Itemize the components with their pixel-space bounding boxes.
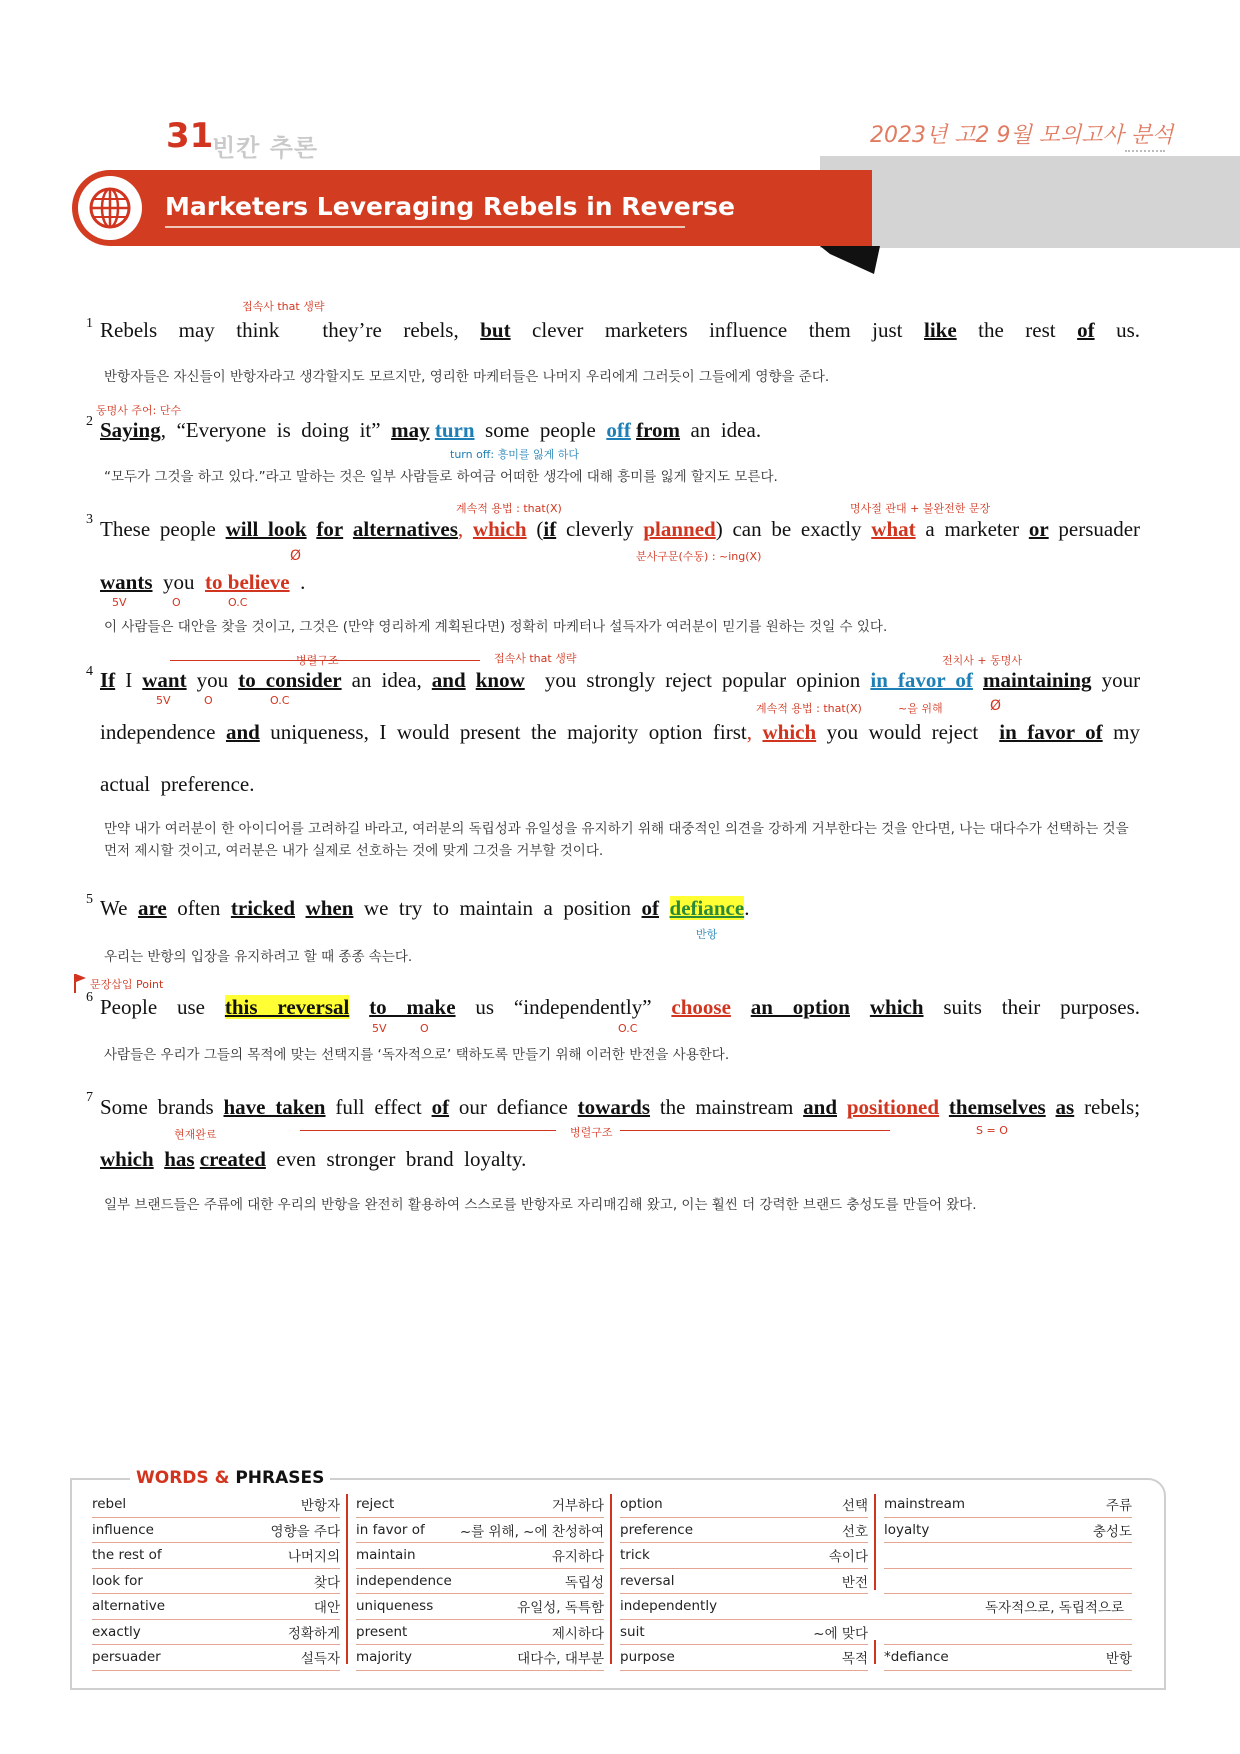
word-row: rebel 반항자 bbox=[92, 1492, 340, 1518]
words-column bbox=[884, 1492, 1132, 1671]
word-row bbox=[884, 1543, 1132, 1569]
bracket-line bbox=[620, 1130, 890, 1131]
sentence-number: 1 bbox=[86, 316, 93, 331]
annotation: 5V bbox=[372, 1022, 387, 1035]
sentence-2: Saying, “Everyone is doing it” may turn some people off from an idea. bbox=[100, 418, 762, 442]
translation-7: 일부 브랜드들은 주류에 대한 우리의 반항을 완전히 활용하여 스스로를 반항자로 자리매김해 왔고, 이는 훨씬 더 강력한 브랜드 충성도를 만들어 왔다. bbox=[104, 1197, 977, 1213]
word-row: influence 영향을 주다 bbox=[92, 1518, 340, 1544]
word-row: preference 선호 bbox=[620, 1518, 868, 1544]
word-row: reject 거부하다 bbox=[356, 1492, 604, 1518]
annotation: 명사절 관대 + 불완전한 문장 bbox=[850, 502, 991, 515]
word-row: loyalty 충성도 bbox=[884, 1518, 1132, 1544]
sentence-number: 7 bbox=[86, 1090, 93, 1105]
annotation: ~을 위해 bbox=[898, 702, 943, 715]
word-row: look for 찾다 bbox=[92, 1569, 340, 1595]
header-gray-band bbox=[820, 156, 1240, 248]
word-row: in favor of ~를 위해, ~에 찬성하여 bbox=[356, 1518, 604, 1544]
word-row: mainstream 주류 bbox=[884, 1492, 1132, 1518]
word-row bbox=[884, 1620, 1132, 1646]
column-separator bbox=[874, 1494, 876, 1590]
annotation: S = O bbox=[976, 1124, 1008, 1137]
annotation: 5V bbox=[112, 596, 127, 609]
sentence-3: These people will look for alternatives, which (if cleverly planned) can be exactly what a marketer or persuader bbox=[100, 517, 1141, 541]
annotation: Ø bbox=[290, 548, 302, 564]
annotation: 계속적 용법 : that(X) bbox=[756, 702, 862, 715]
title-underline bbox=[165, 226, 685, 228]
passage-title: Marketers Leveraging Rebels in Reverse bbox=[165, 192, 735, 221]
annotation: 5V bbox=[156, 694, 171, 707]
sentence-4: If I want you to consider an idea, and know you strongly reject popular opinion in favor of maintaining your bbox=[100, 668, 1141, 692]
exam-dots bbox=[1125, 150, 1165, 152]
annotation: O bbox=[204, 694, 213, 707]
sentence-6: People use this reversal to make us “independently” choose an option which suits their purposes. bbox=[100, 995, 1141, 1019]
column-separator bbox=[874, 1640, 876, 1664]
annotation: O.C bbox=[618, 1022, 638, 1035]
translation-2: “모두가 그것을 하고 있다.”라고 말하는 것은 일부 사람들로 하여금 어떠한 생각에 대해 흥미를 잃게 할지도 모른다. bbox=[104, 469, 778, 485]
annotation: 계속적 용법 : that(X) bbox=[456, 502, 562, 515]
sentence-number: 2 bbox=[86, 414, 93, 429]
annotation: 전치사 + 동명사 bbox=[942, 654, 1022, 667]
annotation: 문장삽입 Point bbox=[90, 978, 164, 991]
question-number: 31 bbox=[166, 116, 214, 156]
translation-6: 사람들은 우리가 그들의 목적에 맞는 선택지를 ‘독자적으로’ 택하도록 만들기 위해 이러한 반전을 사용한다. bbox=[104, 1047, 730, 1063]
annotation: O.C bbox=[270, 694, 290, 707]
words-column bbox=[356, 1492, 604, 1671]
word-row: persuader 설득자 bbox=[92, 1645, 340, 1671]
word-row: reversal 반전 bbox=[620, 1569, 868, 1595]
sentence-1: Rebels may think they’re rebels, but clever marketers influence them just like the rest of us. bbox=[100, 318, 1140, 342]
translation-3: 이 사람들은 대안을 찾을 것이고, 그것은 (만약 영리하게 계획된다면) 정확히 마케터나 설득자가 여러분이 믿기를 원하는 것일 수 있다. bbox=[104, 619, 888, 635]
sentence-4-cont: independence and uniqueness, I would present the majority option first, which you would reject in favor of my bbox=[100, 720, 1140, 744]
annotation: 반항 bbox=[696, 928, 718, 941]
globe-icon bbox=[78, 176, 142, 240]
annotation: 접속사 that 생략 bbox=[494, 652, 577, 665]
word-row: the rest of 나머지의 bbox=[92, 1543, 340, 1569]
sentence-7: Some brands have taken full effect of our defiance towards the mainstream and positioned themselves as rebels; bbox=[100, 1095, 1141, 1119]
annotation: Ø bbox=[990, 698, 1002, 714]
sentence-number: 6 bbox=[86, 990, 93, 1005]
sentence-number: 3 bbox=[86, 512, 93, 527]
word-row: trick 속이다 bbox=[620, 1543, 868, 1569]
annotation: 접속사 that 생략 bbox=[242, 300, 325, 313]
annotation: O bbox=[172, 596, 181, 609]
word-row: purpose 목적 bbox=[620, 1645, 868, 1671]
sentence-4-end: actual preference. bbox=[100, 772, 255, 796]
question-type: 빈칸 추론 bbox=[212, 134, 319, 162]
column-separator bbox=[610, 1494, 612, 1664]
column-separator bbox=[346, 1494, 348, 1664]
annotation: 병렬구조 bbox=[570, 1126, 613, 1139]
annotation: turn off: 흥미를 잃게 하다 bbox=[450, 448, 579, 461]
annotation: 동명사 주어: 단수 bbox=[96, 404, 182, 417]
words-title: WORDS & PHRASES bbox=[130, 1468, 330, 1488]
band-tail-shape bbox=[820, 246, 880, 276]
annotation: O.C bbox=[228, 596, 248, 609]
bracket-line bbox=[170, 660, 480, 661]
translation-5: 우리는 반항의 입장을 유지하려고 할 때 종종 속는다. bbox=[104, 949, 413, 965]
annotation: O bbox=[420, 1022, 429, 1035]
word-row: exactly 정확하게 bbox=[92, 1620, 340, 1646]
word-row: independence 독립성 bbox=[356, 1569, 604, 1595]
sentence-number: 4 bbox=[86, 664, 93, 679]
word-row: independently 독자적으로, 독립적으로 bbox=[620, 1594, 1124, 1620]
word-row: maintain 유지하다 bbox=[356, 1543, 604, 1569]
words-column bbox=[92, 1492, 340, 1671]
word-row: present 제시하다 bbox=[356, 1620, 604, 1646]
sentence-number: 5 bbox=[86, 892, 93, 907]
bracket-line bbox=[300, 1130, 556, 1131]
sentence-3-cont: wants you to believe . bbox=[100, 570, 306, 594]
translation-1: 반항자들은 자신들이 반항자라고 생각할지도 모르지만, 영리한 마케터들은 나머지 우리에게 그러듯이 그들에게 영향을 준다. bbox=[104, 369, 830, 385]
word-row: option 선택 bbox=[620, 1492, 868, 1518]
word-row: *defiance 반항 bbox=[884, 1645, 1132, 1671]
translation-4: 만약 내가 여러분이 한 아이디어를 고려하길 바라고, 여러분의 독립성과 유일성을 유지하기 위해 대중적인 의견을 강하게 거부한다는 것을 안다면, 나는 대다수가 선택하는 것을 먼저 제시할 것이고, 여러분은 내가 실제로 선호하는 것에 맞게 그것을 거부할 것이다. bbox=[104, 821, 1129, 859]
sentence-7-cont: which has created even stronger brand loyalty. bbox=[100, 1147, 527, 1171]
annotation: 현재완료 bbox=[174, 1128, 217, 1141]
word-row bbox=[884, 1569, 1132, 1595]
word-row: majority 대다수, 대부분 bbox=[356, 1645, 604, 1671]
annotation: 분사구문(수동) : ~ing(X) bbox=[636, 550, 762, 563]
sentence-5: We are often tricked when we try to maintain a position of defiance. bbox=[100, 896, 750, 920]
word-row: alternative 대안 bbox=[92, 1594, 340, 1620]
exam-label: 2023년 고2 9월 모의고사 분석 bbox=[870, 123, 1174, 148]
annotation: 병렬구조 bbox=[296, 654, 339, 667]
word-row: suit ~에 맞다 bbox=[620, 1620, 868, 1646]
word-row: uniqueness 유일성, 독특함 bbox=[356, 1594, 604, 1620]
